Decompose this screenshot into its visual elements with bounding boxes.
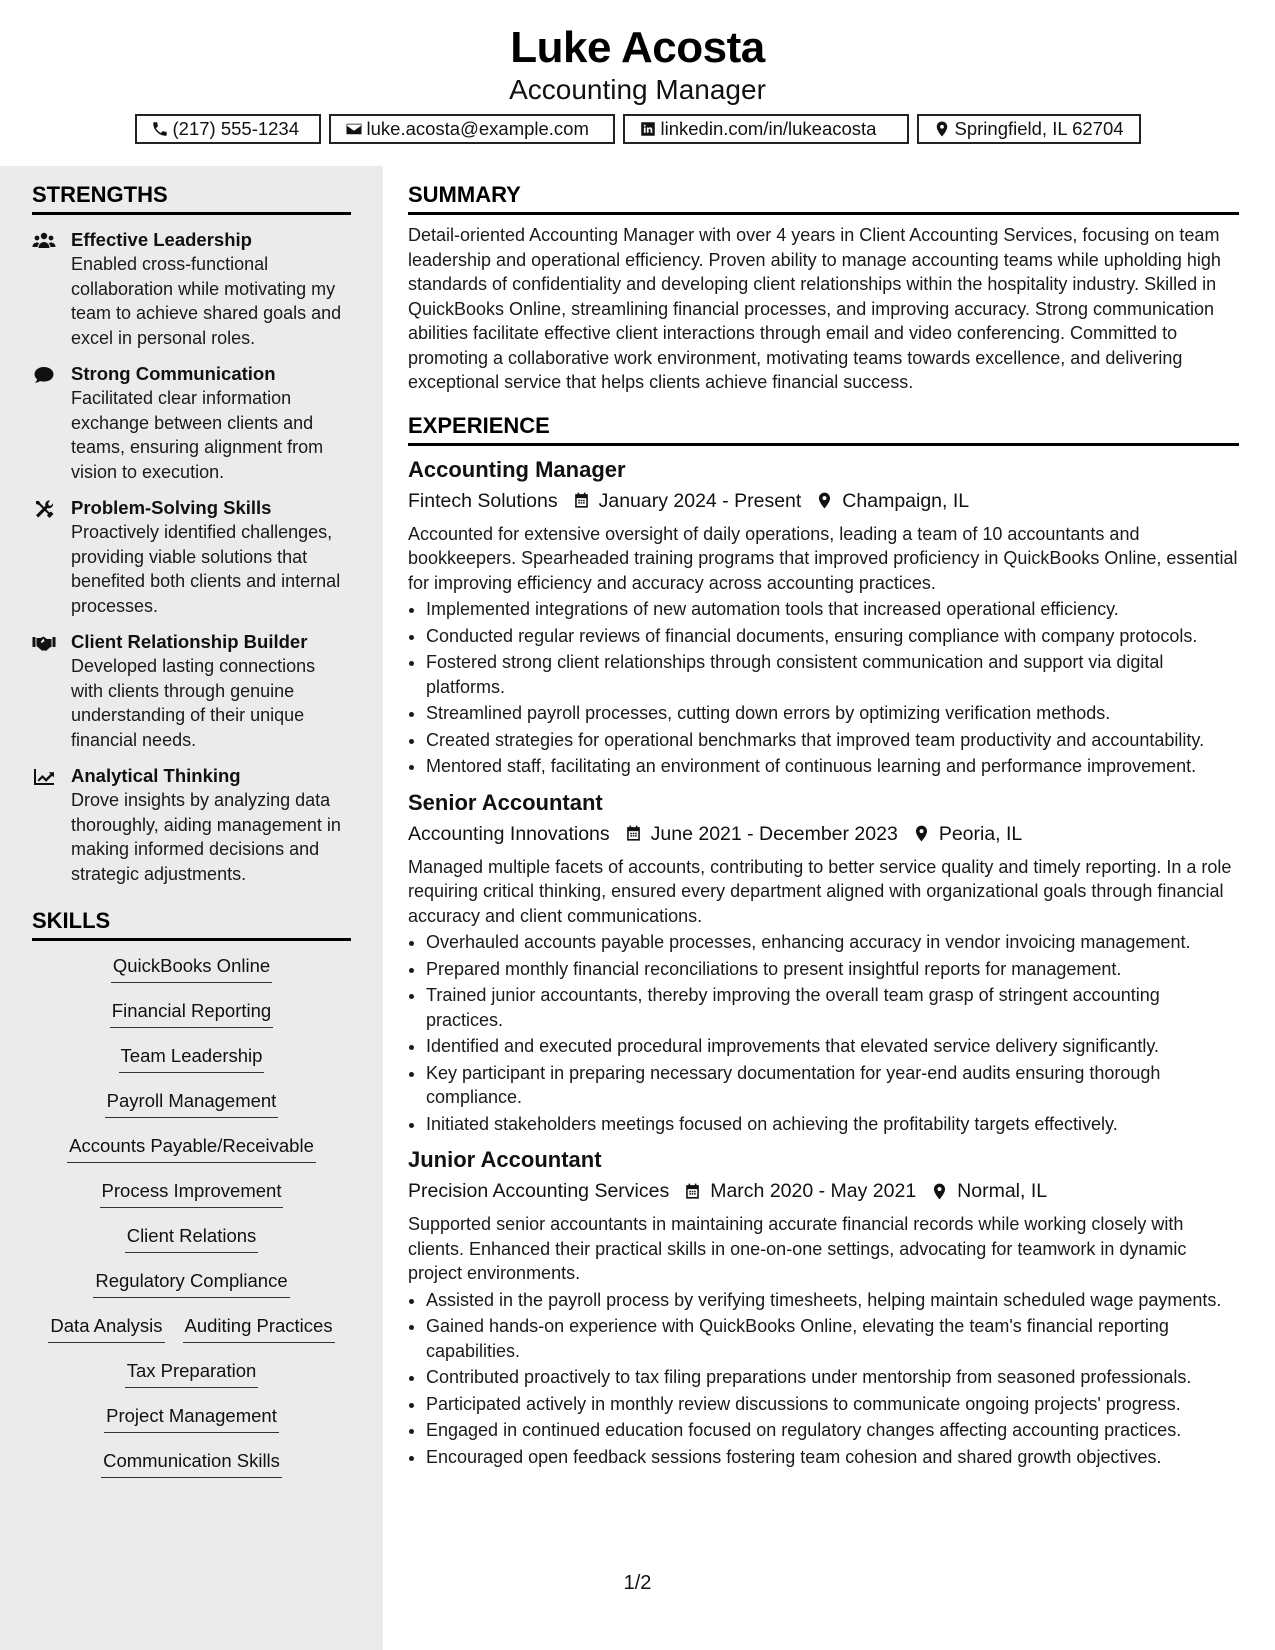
skill-tag: Project Management xyxy=(104,1399,279,1433)
chart-line-icon xyxy=(32,767,56,787)
strength-title: Effective Leadership xyxy=(71,229,252,250)
strength-title: Client Relationship Builder xyxy=(71,631,308,652)
job-bullet: • Mentored staff, facilitating an environment of continuous learning and performance improvement. xyxy=(426,754,1239,779)
email-text: luke.acosta@example.com xyxy=(366,118,589,139)
tools-icon xyxy=(32,499,56,519)
job-bullets xyxy=(408,597,1239,779)
job-bullet: • Trained junior accountants, thereby improving the overall team grasp of stringent accounting practices. xyxy=(426,983,1239,1032)
phone-icon xyxy=(151,120,169,138)
skill-tag: Accounts Payable/Receivable xyxy=(67,1129,316,1163)
linkedin-icon xyxy=(639,120,657,138)
calendar-icon xyxy=(683,1182,702,1201)
envelope-icon xyxy=(345,120,363,138)
skill-tag: QuickBooks Online xyxy=(111,949,272,983)
job-description: Managed multiple facets of accounts, contributing to better service quality and timely reporting. In a role requiring critical thinking, ensured every department aligned with organizational goals through financial accuracy and client communications. xyxy=(408,856,1232,926)
strength-item xyxy=(32,228,351,350)
resume-header xyxy=(0,20,1275,144)
contact-linkedin[interactable] xyxy=(623,114,909,144)
candidate-name: Luke Acosta xyxy=(510,23,765,72)
skill-tag: Process Improvement xyxy=(100,1174,284,1208)
job-bullet: • Key participant in preparing necessary documentation for year-end audits ensuring thorough compliance. xyxy=(426,1061,1239,1110)
strength-item xyxy=(32,630,351,752)
job-location: Normal, IL xyxy=(957,1180,1048,1202)
job-bullets xyxy=(408,930,1239,1136)
right-column xyxy=(408,180,1239,1471)
skill-tag: Auditing Practices xyxy=(183,1309,335,1343)
strengths-heading: STRENGTHS xyxy=(32,180,351,215)
contact-bar xyxy=(0,114,1275,144)
job-entry xyxy=(408,789,1239,1137)
job-entry xyxy=(408,1146,1239,1469)
skill-tag: Team Leadership xyxy=(119,1039,265,1073)
map-marker-icon xyxy=(912,824,931,843)
strength-desc: Developed lasting connections with clients through genuine understanding of their unique financial needs. xyxy=(71,656,316,750)
strength-desc: Enabled cross-functional collaboration while motivating my team to achieve shared goals and excel in personal roles. xyxy=(71,254,342,348)
job-bullet: • Fostered strong client relationships through consistent communication and support via digital platforms. xyxy=(426,650,1239,699)
job-bullet: • Streamlined payroll processes, cutting down errors by optimizing verification methods. xyxy=(426,701,1239,726)
experience-list xyxy=(408,456,1239,1470)
skill-tag: Regulatory Compliance xyxy=(93,1264,289,1298)
job-title: Accounting Manager xyxy=(408,456,626,482)
phone-text: (217) 555-1234 xyxy=(172,118,300,139)
strength-item xyxy=(32,496,351,618)
calendar-icon xyxy=(624,824,643,843)
job-bullet: • Gained hands-on experience with QuickBooks Online, elevating the team's financial reporting capabilities. xyxy=(426,1314,1239,1363)
job-location: Peoria, IL xyxy=(938,822,1023,845)
job-meta xyxy=(408,486,1239,516)
contact-email[interactable] xyxy=(329,114,615,144)
users-icon xyxy=(32,231,56,251)
job-bullet: • Contributed proactively to tax filing preparations under mentorship from seasoned professionals. xyxy=(426,1365,1239,1390)
job-bullet: • Initiated stakeholders meetings focused on achieving the profitability targets effectively. xyxy=(426,1112,1239,1137)
calendar-icon xyxy=(572,491,591,510)
skill-tag: Payroll Management xyxy=(105,1084,279,1118)
strength-desc: Facilitated clear information exchange between clients and teams, ensuring alignment from vision to execution. xyxy=(71,388,324,482)
job-title: Senior Accountant xyxy=(408,789,603,815)
skills-list xyxy=(32,941,351,1489)
job-meta xyxy=(408,819,1239,849)
map-marker-icon xyxy=(815,491,834,510)
job-bullet: • Overhauled accounts payable processes, enhancing accuracy in vendor invoicing management. xyxy=(426,930,1239,955)
job-bullet: • Implemented integrations of new automation tools that increased operational efficiency. xyxy=(426,597,1239,622)
skill-tag: Financial Reporting xyxy=(110,994,273,1028)
skills-heading: SKILLS xyxy=(32,906,351,941)
location-text: Springfield, IL 62704 xyxy=(954,118,1124,139)
skill-tag: Communication Skills xyxy=(101,1444,282,1478)
job-bullet: • Created strategies for operational benchmarks that improved team productivity and accountability. xyxy=(426,728,1239,753)
skill-tag: Tax Preparation xyxy=(125,1354,259,1388)
linkedin-text: linkedin.com/in/lukeacosta xyxy=(660,118,877,139)
job-dates: January 2024 - Present xyxy=(598,489,802,512)
strength-item xyxy=(32,764,351,886)
map-marker-icon xyxy=(930,1182,949,1201)
contact-location xyxy=(917,114,1141,144)
job-bullet: • Participated actively in monthly review discussions to communicate ongoing projects' progress. xyxy=(426,1392,1239,1417)
job-title: Junior Accountant xyxy=(408,1147,602,1172)
handshake-icon xyxy=(32,633,56,653)
job-dates: June 2021 - December 2023 xyxy=(650,822,898,845)
job-bullets xyxy=(408,1288,1239,1470)
job-bullet: • Encouraged open feedback sessions fostering team cohesion and shared growth objectives. xyxy=(426,1445,1239,1470)
job-meta xyxy=(408,1176,1239,1206)
experience-heading: EXPERIENCE xyxy=(408,411,1239,446)
job-description: Accounted for extensive oversight of daily operations, leading a team of 10 accountants and bookkeepers. Spearheaded training programs that improved proficiency in QuickBooks Online, essential for improving efficiency and accuracy across accounting practices. xyxy=(408,523,1238,593)
candidate-title: Accounting Manager xyxy=(509,74,766,105)
job-company: Accounting Innovations xyxy=(408,822,610,845)
strength-item xyxy=(32,362,351,484)
job-description: Supported senior accountants in maintaining accurate financial records while working closely with clients. Enhanced their practical skills in one-on-one settings, advocating for teamwork in dynamic project environments. xyxy=(408,1214,1187,1283)
map-marker-icon xyxy=(933,120,951,138)
job-bullet: • Conducted regular reviews of financial documents, ensuring compliance with company protocols. xyxy=(426,624,1239,649)
strength-desc: Proactively identified challenges, providing viable solutions that benefited both clients and internal processes. xyxy=(71,522,341,616)
summary-heading: SUMMARY xyxy=(408,180,1239,215)
job-company: Precision Accounting Services xyxy=(408,1180,670,1202)
job-bullet: • Prepared monthly financial reconciliations to present insightful reports for management. xyxy=(426,957,1239,982)
job-dates: March 2020 - May 2021 xyxy=(710,1180,917,1202)
summary-text: Detail-oriented Accounting Manager with over 4 years in Client Accounting Services, focusing on team leadership and operational efficiency. Proven ability to manage accounting teams while upholding high standards of confidentiality and developing client relationships within the hospitality industry. Skilled in QuickBooks Online, streamlining financial processes, and improving accuracy. Strong communication abilities facilitate effective client interactions through email and video conferencing. Committed to promoting a collaborative work environment, motivating teams towards excellence, and delivering exceptional service that helps clients achieve financial success. xyxy=(408,225,1221,392)
job-bullet: • Engaged in continued education focused on regulatory changes affecting accounting practices. xyxy=(426,1418,1239,1443)
strength-title: Strong Communication xyxy=(71,363,276,384)
job-bullet: • Assisted in the payroll process by verifying timesheets, helping maintain scheduled wage payments. xyxy=(426,1288,1239,1313)
job-company: Fintech Solutions xyxy=(408,489,558,512)
page-number: 1/2 xyxy=(623,1572,652,1594)
left-column xyxy=(32,180,351,1489)
job-location: Champaign, IL xyxy=(842,489,970,512)
comment-icon xyxy=(32,365,56,385)
job-bullet: • Identified and executed procedural improvements that elevated service delivery significantly. xyxy=(426,1034,1239,1059)
job-entry xyxy=(408,456,1239,779)
strength-title: Analytical Thinking xyxy=(71,765,241,786)
skill-tag: Data Analysis xyxy=(48,1309,164,1343)
strength-title: Problem-Solving Skills xyxy=(71,497,272,518)
skill-tag: Client Relations xyxy=(125,1219,259,1253)
strength-desc: Drove insights by analyzing data thoroughly, aiding management in making informed decisions and strategic adjustments. xyxy=(71,790,341,884)
contact-phone[interactable] xyxy=(135,114,321,144)
